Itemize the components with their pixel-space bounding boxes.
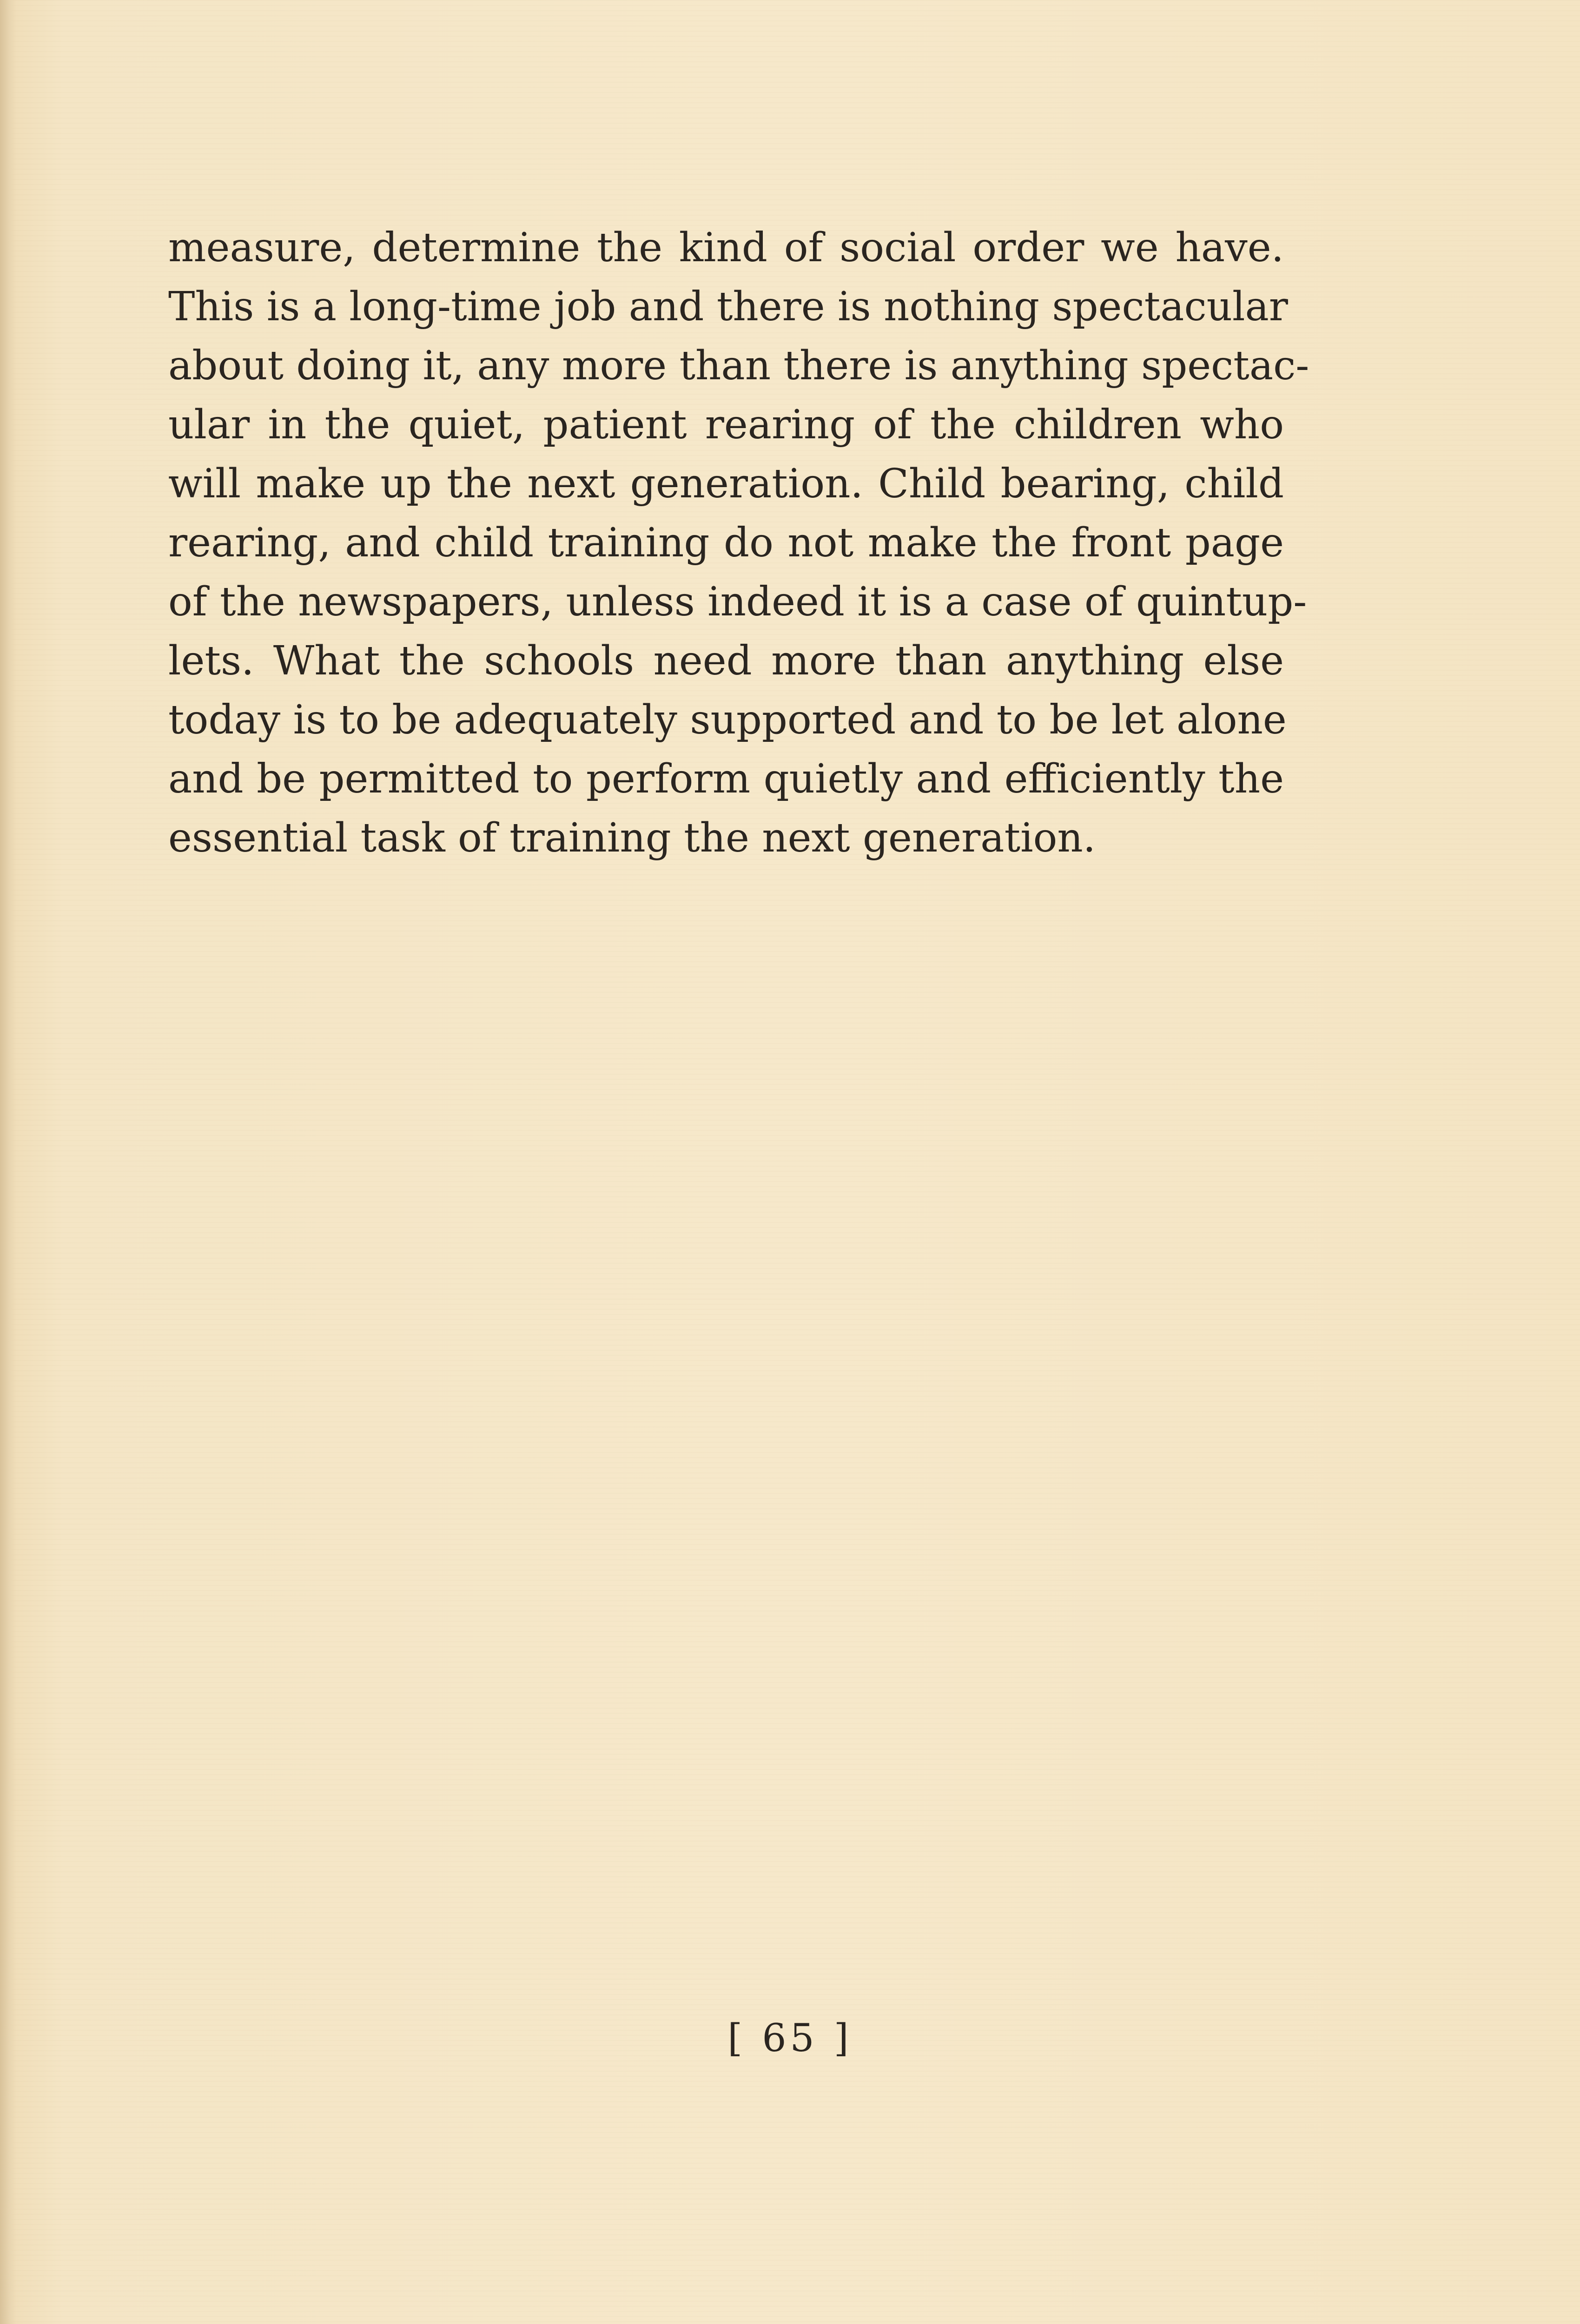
body-text — [168, 218, 1309, 868]
text-line: of the newspapers, unless indeed it is a case of quintup- — [168, 579, 1307, 625]
text-line: measure, determine the kind of social order we have. — [168, 224, 1284, 271]
binding-edge — [0, 0, 17, 2324]
text-line: today is to be adequately supported and to be let alone — [168, 697, 1287, 743]
text-line: This is a long-time job and there is nothing spectacular — [168, 284, 1288, 330]
text-line: and be permitted to perform quietly and efficiently the — [168, 756, 1284, 802]
text-line: ular in the quiet, patient rearing of the children who — [168, 402, 1284, 448]
text-line: about doing it, any more than there is anything spectac- — [168, 343, 1309, 389]
text-line: essential task of training the next generation. — [168, 815, 1096, 861]
text-line: lets. What the schools need more than anything else — [168, 638, 1284, 684]
text-line: will make up the next generation. Child bearing, child — [168, 461, 1284, 507]
page-number: [ 65 ] — [727, 2016, 853, 2060]
text-line: rearing, and child training do not make the front page — [168, 520, 1284, 566]
